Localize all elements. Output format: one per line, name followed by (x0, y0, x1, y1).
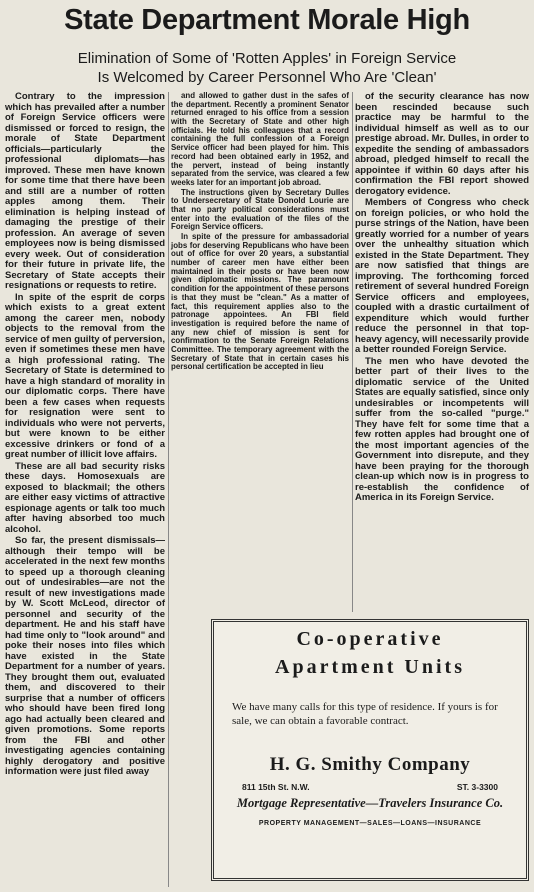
paragraph: In spite of the esprit de corps which exists to a great extent among the career men, nobody objects to the removal from the service of men guilty of perversion, even if sometimes these men have a high professional rating. The Secretary of State is determined to have a high standard of morality in our diplomatic corps. There have been a few cases when requests for resignation were sent to individuals who were not perverts, but were known to be either excessive drinkers or fond of a great number of illicit love affairs. (5, 291, 165, 460)
ad-title-line-1: Co-operative (296, 628, 444, 650)
ad-address: 811 15th St. N.W. (242, 782, 310, 792)
ad-company: H. G. Smithy Company (269, 754, 471, 775)
paragraph: Contrary to the impression which has prevailed after a number of Foreign Service officers were dismissed or forced to resign, the morale of State Department officials—particularly the professional diplomats—has improved. These men have known for some time that there have been and still are a number of rotten apples among them. Their elimination is helping instead of damaging the prestige of their profession. An average of seven employees now is being dismissed every week. Out of consideration for their future in private life, the Secretary of State accepts their resignations or requests to retire. (5, 91, 165, 291)
ad-phone: ST. 3-3300 (456, 782, 498, 792)
subheadline-line-1: Elimination of Some of 'Rotten Apples' in Foreign Service (77, 50, 457, 67)
column-divider (168, 92, 169, 887)
article-column-1 (5, 92, 165, 887)
paragraph: Members of Congress who check on foreign policies, or who hold the purse strings of the Nation, have been greatly worried for a number of years over the unhealthy situation which existed in the State Department. They are now satisfied that things are improving. The forthcoming forced retirement of several hundred Foreign Service officers and employees, coupled with a drastic curtailment of expenditure which would further reduce the personnel in that top-heavy agency, will necessarily provide a better rounded Foreign Service. (355, 197, 529, 355)
ad-representative: Mortgage Representative—Travelers Insurance Co. (236, 796, 504, 810)
subheadline-line-2: Is Welcomed by Career Personnel Who Are 'Clean' (97, 69, 437, 86)
paragraph: So far, the present dismissals—although their tempo will be accelerated in the next few months to speed up a thorough cleaning out of undesirables—are not the result of new investigations made by W. Scott McLeod, director of personnel and security of the department. He and his staff have had time only to "look around" and poke their noses into files which have existed in the State Department for a number of years. They brought them out, evaluated them, and discovered to their surprise that a number of officers who should have been fired long ago had actually been cleared and given promotions. Some reports from the FBI and other investigating agencies containing highly derogatory and positive information were just filed away (5, 535, 165, 777)
paragraph: The instructions given by Secretary Dulles to Undersecretary of State Donold Lourie are that no party political considerations must enter into the evaluation of the files of the Foreign Service officers. (171, 187, 349, 232)
ad-services: PROPERTY MANAGEMENT—SALES—LOANS—INSURANCE (258, 820, 482, 827)
paragraph: and allowed to gather dust in the safes of the department. Recently a prominent Senator returned enraged to his office from a session with the Secretary of State and other high officials. He told his colleagues that a record containing the full confession of a Foreign Service officer had been played for him. This record had been obtained early in 1952, and the pervert, instead of being instantly separated from the service, was cleared a few weeks later for an important job abroad. (171, 91, 349, 187)
ad-title-line-2: Apartment Units (275, 656, 465, 678)
paragraph: The men who have devoted the better part of their lives to the diplomatic service of the United States are equally satisfied, since only undesirables or incompetents will suffer from the so-called "purge." They have felt for some time that a few rotten apples had brought one of the most important agencies of the Government into disrepute, and they have been praying for the thorough clean-up which now is in progress to re-establish the confidence of America in its Foreign Service. (355, 355, 529, 503)
advertisement (211, 619, 529, 881)
paragraph: of the security clearance has now been rescinded because such practice may be harmful to the individual himself as well as to our prestige abroad. Mr. Dulles, in order to expedite the sending of ambassadors abroad, pledged himself to recall the appointee if within 60 days after his confirmation the FBI report showed derogatory evidence. (355, 91, 529, 197)
article-column-3 (355, 92, 529, 610)
headline: State Department Morale High (64, 4, 470, 36)
paragraph: In spite of the pressure for ambassadorial jobs for deserving Republicans who have been out of office for over 20 years, a substantial number of career men have either been maintained in their posts or have been now given diplomatic missions. The paramount condition for the appointment of these persons is that they must be "clean." As a matter of fact, this requirement applies also to the patronage appointees. An FBI field investigation is required before the name of any new chief of mission is sent for confirmation to the Senate Foreign Relations Committee. The temporary agreement with the Secretary of State that in certain cases his personal certification be accepted in lieu (171, 232, 349, 372)
subheadline (0, 49, 534, 87)
paragraph: These are all bad security risks these days. Homosexuals are exposed to blackmail; the others are either easy victims of attractive espionage agents or talk too much after having absorbed too much alcohol. (5, 460, 165, 535)
article-column-2 (171, 92, 349, 372)
column-divider (352, 92, 353, 612)
ad-body: We have many calls for this type of residence. If yours is for sale, we can obtain a favorable contract. (232, 701, 498, 727)
